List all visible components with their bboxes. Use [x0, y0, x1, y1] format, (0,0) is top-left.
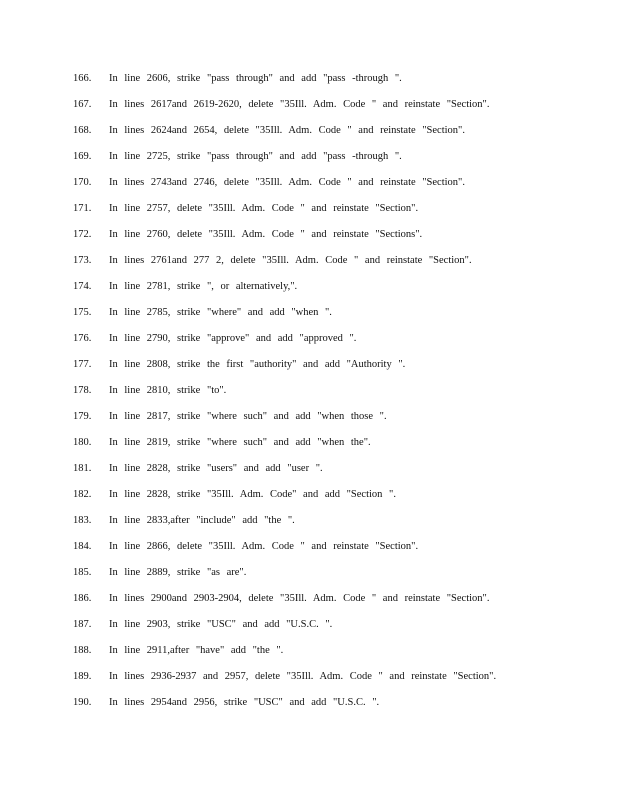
item-text: In lines 2936-2937 and 2957, delete "35Ill. Adm. Code " and reinstate "Section".: [109, 671, 497, 682]
item-text: In line 2889, strike "as are".: [109, 567, 247, 578]
list-item: [73, 642, 593, 668]
item-number: 186.: [73, 593, 92, 604]
list-item: [73, 512, 593, 538]
item-text: In line 2810, strike "to".: [109, 385, 227, 396]
item-text: In lines 2954and 2956, strike "USC" and add "U.S.C. ".: [109, 697, 380, 708]
list-item: [73, 486, 593, 512]
amendment-list: [73, 70, 593, 720]
list-item: [73, 434, 593, 460]
item-text: In line 2833,after "include" add "the ".: [109, 515, 295, 526]
list-item: [73, 96, 593, 122]
list-item: [73, 226, 593, 252]
list-item: [73, 616, 593, 642]
item-text: In lines 2743and 2746, delete "35Ill. Adm. Code " and reinstate "Section".: [109, 177, 465, 188]
list-item: [73, 252, 593, 278]
item-number: 168.: [73, 125, 92, 136]
item-text: In line 2911,after "have" add "the ".: [109, 645, 284, 656]
list-item: [73, 564, 593, 590]
item-number: 175.: [73, 307, 92, 318]
item-text: In line 2819, strike "where such" and add "when the".: [109, 437, 371, 448]
item-number: 183.: [73, 515, 92, 526]
item-number: 167.: [73, 99, 92, 110]
item-number: 181.: [73, 463, 92, 474]
item-number: 184.: [73, 541, 92, 552]
item-number: 182.: [73, 489, 92, 500]
item-number: 188.: [73, 645, 92, 656]
list-item: [73, 538, 593, 564]
item-text: In line 2808, strike the first "authority" and add "Authority ".: [109, 359, 406, 370]
list-item: [73, 460, 593, 486]
item-number: 179.: [73, 411, 92, 422]
list-item: [73, 694, 593, 720]
item-number: 172.: [73, 229, 92, 240]
item-number: 185.: [73, 567, 92, 578]
list-item: [73, 356, 593, 382]
item-text: In line 2828, strike "users" and add "user ".: [109, 463, 323, 474]
list-item: [73, 408, 593, 434]
list-item: [73, 304, 593, 330]
item-number: 189.: [73, 671, 92, 682]
item-text: In line 2903, strike "USC" and add "U.S.C. ".: [109, 619, 333, 630]
list-item: [73, 590, 593, 616]
item-number: 170.: [73, 177, 92, 188]
list-item: [73, 70, 593, 96]
list-item: [73, 200, 593, 226]
item-text: In line 2725, strike "pass through" and add "pass -through ".: [109, 151, 402, 162]
item-text: In line 2817, strike "where such" and add "when those ".: [109, 411, 387, 422]
item-number: 171.: [73, 203, 92, 214]
item-text: In lines 2900and 2903-2904, delete "35Ill. Adm. Code " and reinstate "Section".: [109, 593, 490, 604]
item-number: 177.: [73, 359, 92, 370]
item-number: 178.: [73, 385, 92, 396]
item-text: In line 2866, delete "35Ill. Adm. Code " and reinstate "Section".: [109, 541, 419, 552]
list-item: [73, 278, 593, 304]
item-text: In line 2785, strike "where" and add "when ".: [109, 307, 332, 318]
item-number: 190.: [73, 697, 92, 708]
item-text: In line 2781, strike ", or alternatively,".: [109, 281, 298, 292]
item-text: In line 2828, strike "35Ill. Adm. Code" and add "Section ".: [109, 489, 396, 500]
item-number: 187.: [73, 619, 92, 630]
item-number: 176.: [73, 333, 92, 344]
list-item: [73, 122, 593, 148]
list-item: [73, 330, 593, 356]
item-number: 174.: [73, 281, 92, 292]
list-item: [73, 382, 593, 408]
item-text: In line 2606, strike "pass through" and add "pass -through ".: [109, 73, 402, 84]
item-number: 180.: [73, 437, 92, 448]
item-text: In line 2757, delete "35Ill. Adm. Code " and reinstate "Section".: [109, 203, 419, 214]
item-text: In line 2790, strike "approve" and add "approved ".: [109, 333, 357, 344]
item-text: In lines 2761and 277 2, delete "35Ill. Adm. Code " and reinstate "Section".: [109, 255, 472, 266]
list-item: [73, 148, 593, 174]
item-number: 166.: [73, 73, 92, 84]
item-text: In line 2760, delete "35Ill. Adm. Code " and reinstate "Sections".: [109, 229, 423, 240]
item-number: 169.: [73, 151, 92, 162]
item-text: In lines 2624and 2654, delete "35Ill. Adm. Code " and reinstate "Section".: [109, 125, 465, 136]
list-item: [73, 174, 593, 200]
item-number: 173.: [73, 255, 92, 266]
list-item: [73, 668, 593, 694]
item-text: In lines 2617and 2619-2620, delete "35Ill. Adm. Code " and reinstate "Section".: [109, 99, 490, 110]
